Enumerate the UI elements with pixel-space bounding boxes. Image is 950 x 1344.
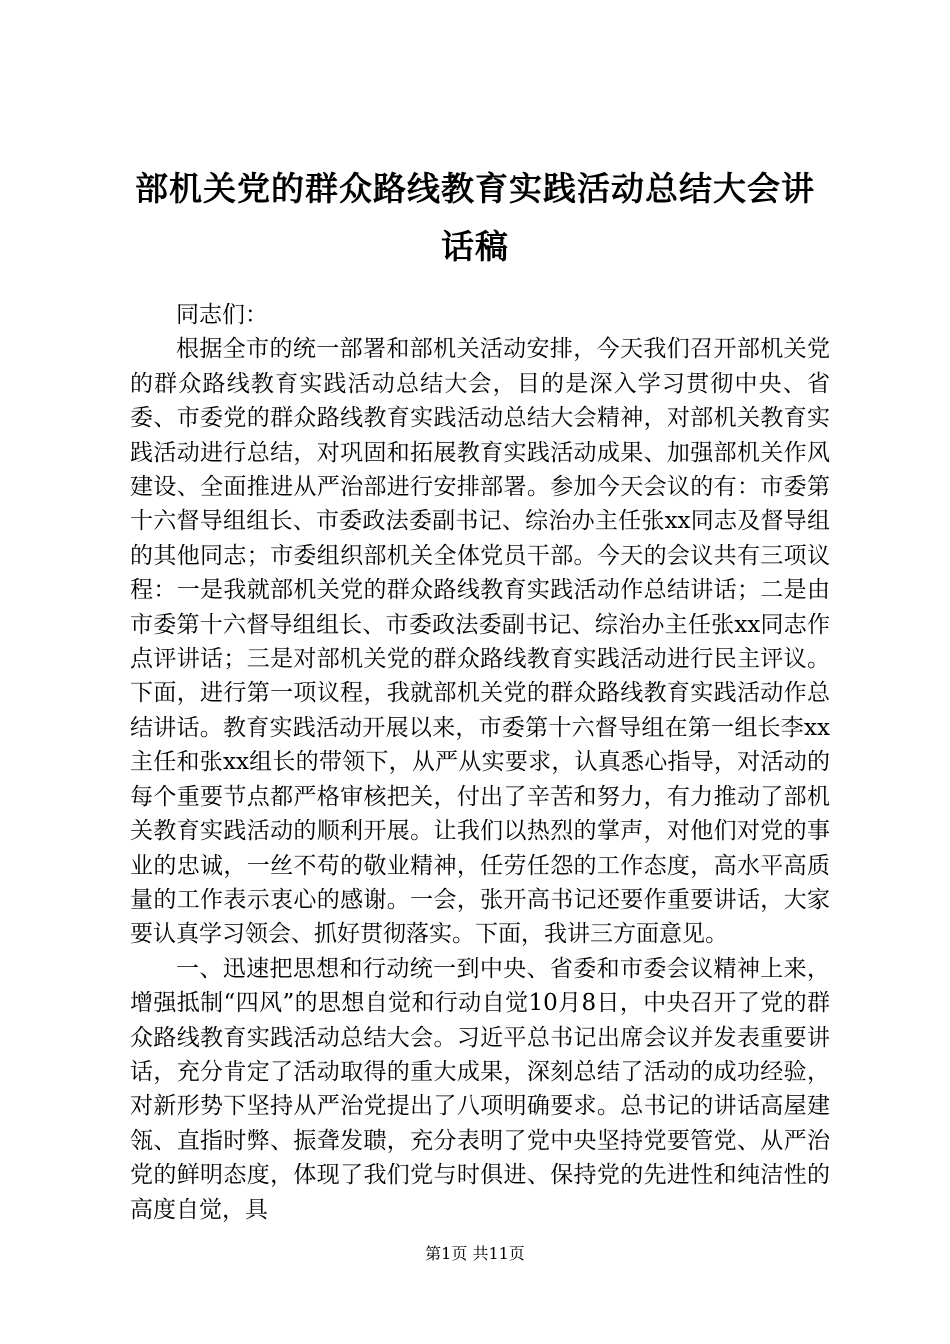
salutation: 同志们： <box>176 302 268 328</box>
title-line-2: 话稿 <box>441 227 509 266</box>
page-footer: 第1页 共11页 <box>425 1244 525 1263</box>
paragraph-2: 一、迅速把思想和行动统一到中央、省委和市委会议精神上来，增强抵制“四风”的思想自觉和行动自觉10月8日，中央召开了党的群众路线教育实践活动总结大会。习近平总书记出席会议并发表重要讲话，充分肯定了活动取得的重大成果，深刻总结了活动的成功经验，对新形势下坚持从严治党提出了八项明确要求。总书记的讲话高屋建瓴、直指时弊、振聋发聩，充分表明了党中央坚持党要管党、从严治党的鲜明态度，体现了我们党与时俱进、保持党的先进性和纯洁性的高度自觉，具 <box>130 955 830 1223</box>
document-title <box>110 160 840 276</box>
document-body <box>130 298 830 1227</box>
title-line-1: 部机关党的群众路线教育实践活动总结大会讲 <box>135 169 815 208</box>
paragraph-1: 根据全市的统一部署和部机关活动安排，今天我们召开部机关党的群众路线教育实践活动总结大会，目的是深入学习贯彻中央、省委、市委党的群众路线教育实践活动总结大会精神，对部机关教育实践活动进行总结，对巩固和拓展教育实践活动成果、加强部机关作风建设、全面推进从严治部进行安排部署。参加今天会议的有：市委第十六督导组组长、市委政法委副书记、综治办主任张xx同志及督导组的其他同志；市委组织部机关全体党员干部。今天的会议共有三项议程：一是我就部机关党的群众路线教育实践活动作总结讲话；二是由市委第十六督导组组长、市委政法委副书记、综治办主任张xx同志作点评讲话；三是对部机关党的群众路线教育实践活动进行民主评议。下面，进行第一项议程，我就部机关党的群众路线教育实践活动作总结讲话。教育实践活动开展以来，市委第十六督导组在第一组长李xx主任和张xx组长的带领下，从严从实要求，认真悉心指导，对活动的每个重要节点都严格审核把关，付出了辛苦和努力，有力推动了部机关教育实践活动的顺利开展。让我们以热烈的掌声，对他们对党的事业的忠诚，一丝不苟的敬业精神，任劳任怨的工作态度，高水平高质量的工作表示衷心的感谢。一会，张开高书记还要作重要讲话，大家要认真学习领会、抓好贯彻落实。下面，我讲三方面意见。 <box>130 336 830 948</box>
